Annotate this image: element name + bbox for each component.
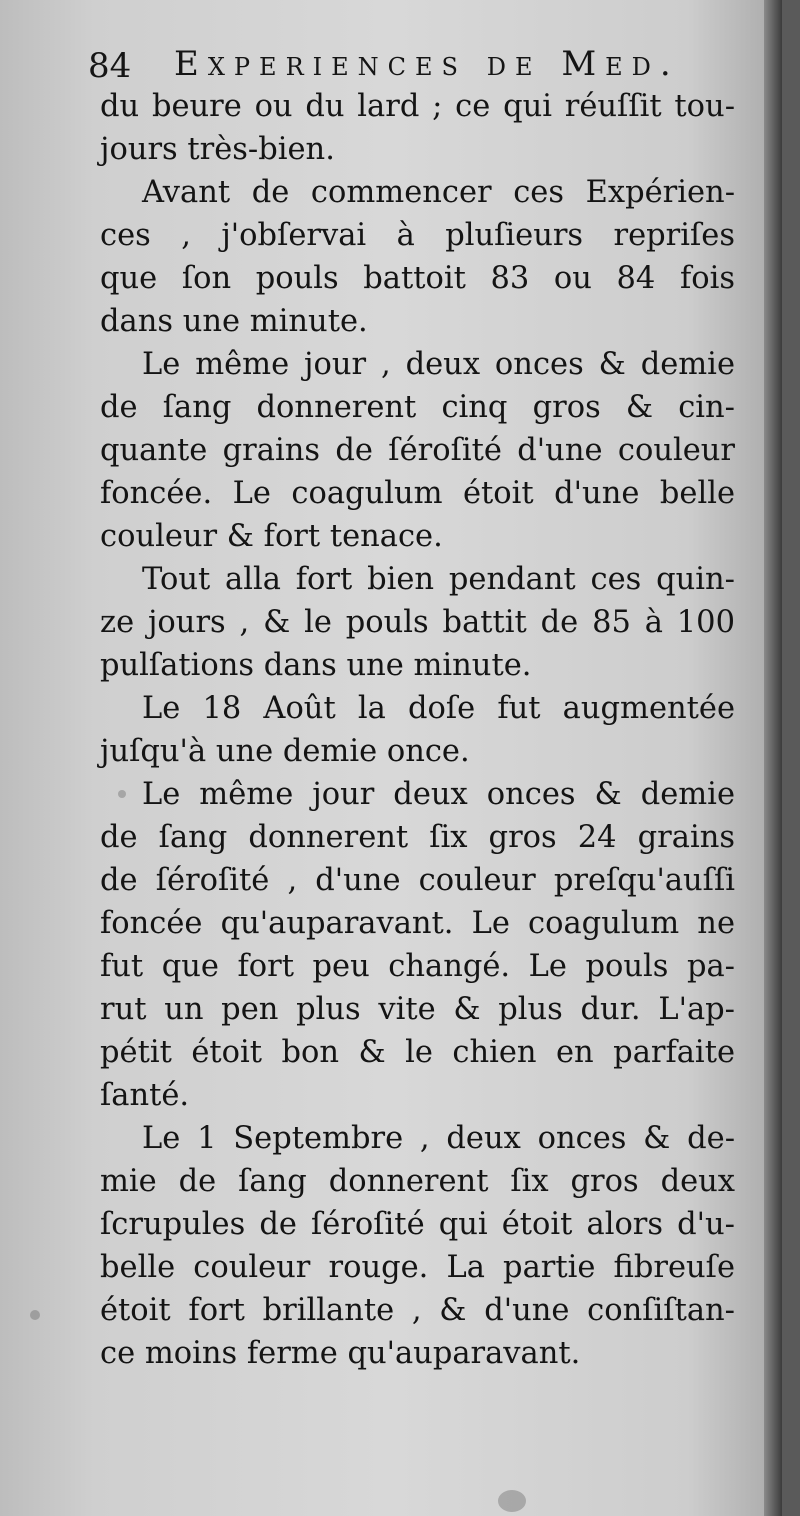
text-line: dans une minute. bbox=[100, 304, 368, 339]
text-line: mie de ſang donnerent ſix gros deux bbox=[100, 1164, 735, 1199]
text-line: Le même jour deux onces & demie bbox=[142, 777, 735, 812]
text-line: quante grains de ſéroſité d'une couleur bbox=[100, 433, 735, 468]
text-line: Avant de commencer ces Expérien- bbox=[142, 175, 735, 210]
page-header bbox=[88, 38, 688, 90]
text-line: ſanté. bbox=[100, 1078, 190, 1113]
text-line: pulſations dans une minute. bbox=[100, 648, 532, 683]
text-line: du beure ou du lard ; ce qui réuſſit tou- bbox=[100, 89, 735, 124]
text-line: Le 1 Septembre , deux onces & de- bbox=[142, 1121, 735, 1156]
text-line: belle couleur rouge. La partie fibreuſe bbox=[100, 1250, 735, 1285]
body-text bbox=[100, 85, 735, 1375]
text-line: Le 18 Août la doſe fut augmentée bbox=[142, 691, 735, 726]
text-line: de ſéroſité , d'une couleur preſqu'auſſi bbox=[100, 863, 735, 898]
text-line: pétit étoit bon & le chien en parfaite bbox=[100, 1035, 735, 1070]
text-line: fut que fort peu changé. Le pouls pa- bbox=[100, 949, 735, 984]
text-line: foncée. Le coagulum étoit d'une belle bbox=[100, 476, 735, 511]
text-line: jours très-bien. bbox=[100, 132, 335, 167]
paper-stain bbox=[118, 790, 126, 798]
text-line: juſqu'à une demie once. bbox=[100, 734, 470, 769]
text-line: ces , j'obſervai à pluſieurs repriſes bbox=[100, 218, 735, 253]
running-title: Experiences de Med. bbox=[174, 44, 680, 84]
text-line: Le même jour , deux onces & demie bbox=[142, 347, 735, 382]
text-line: couleur & fort tenace. bbox=[100, 519, 443, 554]
page-edge bbox=[764, 0, 782, 1516]
text-line: foncée qu'auparavant. Le coagulum ne bbox=[100, 906, 735, 941]
text-line: rut un pen plus vite & plus dur. L'ap- bbox=[100, 992, 735, 1027]
text-line: ſcrupules de ſéroſité qui étoit alors d'u- bbox=[100, 1207, 735, 1242]
text-line: que ſon pouls battoit 83 ou 84 fois bbox=[100, 261, 735, 296]
text-line: de ſang donnerent ſix gros 24 grains bbox=[100, 820, 735, 855]
paper-stain bbox=[30, 1310, 40, 1320]
text-line: Tout alla fort bien pendant ces quin- bbox=[142, 562, 735, 597]
paper-stain bbox=[498, 1490, 526, 1512]
text-line: de ſang donnerent cinq gros & cin- bbox=[100, 390, 735, 425]
text-line: ze jours , & le pouls battit de 85 à 100 bbox=[100, 605, 735, 640]
text-line: étoit fort brillante , & d'une conſiſtan- bbox=[100, 1293, 735, 1328]
page-number: 84 bbox=[88, 46, 132, 86]
text-line: ce moins ferme qu'auparavant. bbox=[100, 1336, 581, 1371]
